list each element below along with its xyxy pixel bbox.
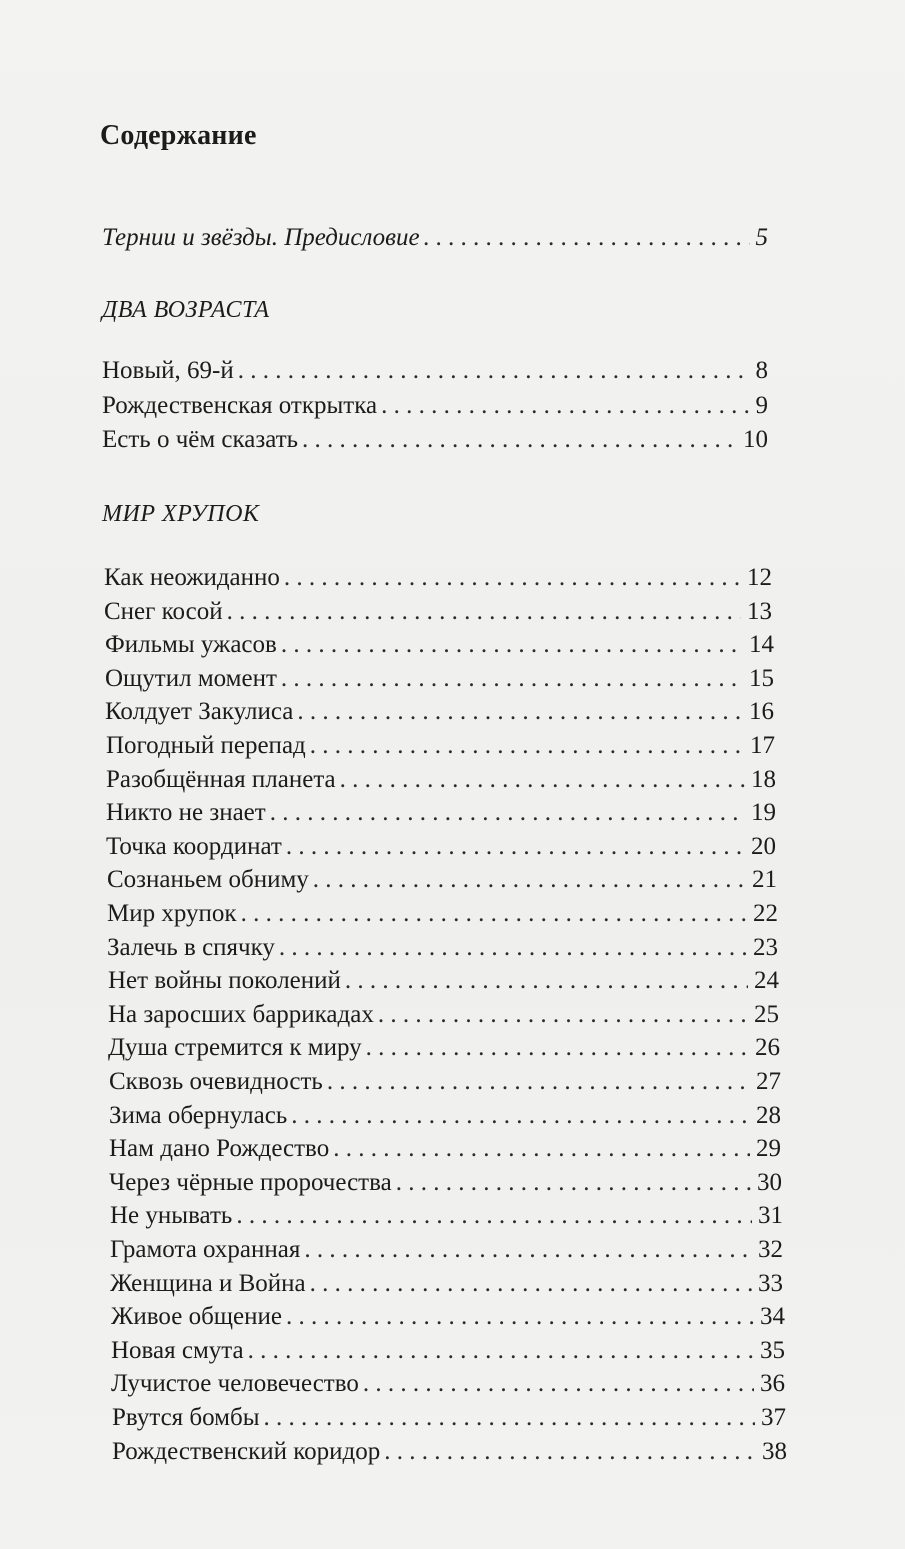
toc-entry-label: Точка координат [106,832,282,860]
toc-entry-label: Разобщённая планета [106,765,336,793]
toc-entry-page: 18 [751,765,776,793]
leader-dots [291,1101,750,1131]
toc-entry [110,1201,783,1231]
toc-entry [106,832,776,862]
toc-entry [112,1403,786,1433]
section-heading: ДВА ВОЗРАСТА [102,297,270,323]
toc-entry-label: Рождественский коридор [112,1437,381,1465]
leader-dots [241,899,747,929]
toc-entry [105,697,774,727]
leader-dots [381,391,749,421]
toc-entry-page: 9 [755,392,768,419]
toc-entry-label: Лучистое человечество [111,1370,359,1398]
toc-entry [110,1235,783,1265]
leader-dots [281,630,743,660]
toc-entry-page: 23 [753,933,778,961]
toc-entry [110,1269,783,1299]
toc-entry-label: Зима обернулась [109,1101,288,1129]
toc-entry-page: 12 [747,564,772,591]
toc-entry [102,356,768,386]
toc-entry-label: Мир хрупок [107,900,237,927]
toc-entry-label: Залечь в спячку [107,933,275,961]
toc-entry-page: 24 [754,967,779,995]
toc-entry-page: 16 [749,698,774,726]
leader-dots [264,1403,755,1433]
toc-entry-label: Снег косой [104,597,223,625]
toc-entry [106,731,775,761]
toc-entry [111,1302,785,1332]
toc-entry-label: Фильмы ужасов [105,631,277,659]
toc-entry-label: Живое общение [111,1303,282,1331]
leader-dots [378,1000,748,1030]
toc-entry-label: Грамота охранная [110,1236,301,1263]
toc-entry [107,865,777,895]
toc-entry [104,597,772,627]
toc-entry-page: 17 [750,732,775,759]
toc-entry-page: 10 [743,426,768,453]
toc-entry [107,933,778,963]
toc-entry-label: Погодный перепад [106,732,306,759]
toc-entry-label: Есть о чём сказать [102,426,299,453]
toc-entry-page: 5 [755,224,768,251]
leader-dots [384,1437,756,1467]
toc-entry-page: 25 [754,1000,779,1028]
leader-dots [333,1134,750,1164]
toc-entry-label: Рвутся бомбы [112,1404,260,1431]
leader-dots [313,865,746,895]
toc-entry-page: 22 [753,900,778,927]
leader-dots [363,1369,754,1399]
toc-entry [109,1067,781,1097]
page-title: Содержание [100,120,257,151]
leader-dots [281,664,743,694]
toc-entry-page: 33 [758,1269,783,1297]
toc-entry-page: 26 [755,1034,780,1062]
leader-dots [279,933,747,963]
toc-entry [112,1437,787,1467]
toc-entry [108,966,779,996]
toc-entry-label: На заросших баррикадах [108,1000,374,1028]
toc-entry [104,563,772,593]
leader-dots [284,563,741,593]
toc-entry-page: 32 [758,1236,783,1263]
toc-entry-page: 8 [755,357,768,384]
leader-dots [396,1168,751,1198]
leader-dots [227,597,741,627]
toc-entry [105,664,774,694]
leader-dots [236,1201,752,1231]
toc-entry-page: 28 [756,1101,781,1129]
toc-entry-label: Как неожиданно [104,564,280,591]
toc-entry [111,1369,785,1399]
leader-dots [345,966,748,996]
toc-entry [106,765,776,795]
toc-entry-label: Рождественская открытка [102,392,378,419]
leader-dots [286,1302,754,1332]
leader-dots [286,832,745,862]
section-heading: МИР ХРУПОК [102,501,260,527]
leader-dots [238,356,750,386]
toc-entry-label: Сквозь очевидность [109,1068,323,1095]
leader-dots [310,1269,752,1299]
toc-entry [102,391,768,421]
toc-entry-label: Сознаньем обниму [107,866,309,894]
toc-entry [105,630,774,660]
toc-entry-page: 29 [756,1135,781,1163]
toc-entry-label: Нет войны поколений [108,967,341,995]
toc-entry-label: Женщина и Война [110,1269,306,1297]
toc-entry-page: 20 [751,832,776,860]
leader-dots [424,223,750,253]
toc-entry [106,798,776,828]
toc-entry-label: Нам дано Рождество [109,1135,330,1163]
leader-dots [340,765,745,795]
toc-entry-label: Колдует Закулиса [105,698,294,726]
toc-entry-page: 27 [756,1068,781,1095]
toc-entry [108,1033,780,1063]
toc-entry-page: 35 [760,1336,785,1364]
leader-dots [327,1067,750,1097]
toc-entry-label: Ощутил момент [105,664,277,692]
toc-entry-label: Новый, 69-й [102,357,234,384]
leader-dots [304,1235,752,1265]
toc-entry-page: 13 [747,597,772,625]
toc-entry [107,899,778,929]
toc-entry-label: Никто не знает [106,799,266,827]
leader-dots [248,1336,754,1366]
toc-entry [109,1168,782,1198]
toc-entry-page: 31 [758,1202,783,1230]
leader-dots [270,798,745,828]
leader-dots [302,425,737,455]
toc-entry-page: 19 [751,799,776,827]
toc-entry [111,1336,785,1366]
toc-entry-label: Через чёрные пророчества [109,1168,392,1196]
toc-entry-label: Душа стремится к миру [108,1034,362,1062]
toc-entry [108,1000,779,1030]
toc-entry-page: 34 [760,1303,785,1331]
toc-entry-page: 15 [749,664,774,692]
toc-entry-page: 30 [757,1168,782,1196]
toc-entry-page: 37 [761,1404,786,1431]
toc-entry [109,1101,781,1131]
toc-entry-page: 38 [762,1437,787,1465]
toc-entry-page: 36 [760,1370,785,1398]
toc-entry-page: 21 [752,866,777,894]
toc-entry [102,425,768,455]
toc-entry-label: Тернии и звёзды. Предисловие [102,224,420,251]
toc-entry [109,1134,781,1164]
leader-dots [310,731,744,761]
toc-entry-label: Новая смута [111,1336,244,1364]
leader-dots [297,697,743,727]
leader-dots [366,1033,749,1063]
toc-entry-label: Не унывать [110,1202,233,1230]
toc-entry-page: 14 [749,631,774,659]
toc-entry-preface [102,223,768,253]
